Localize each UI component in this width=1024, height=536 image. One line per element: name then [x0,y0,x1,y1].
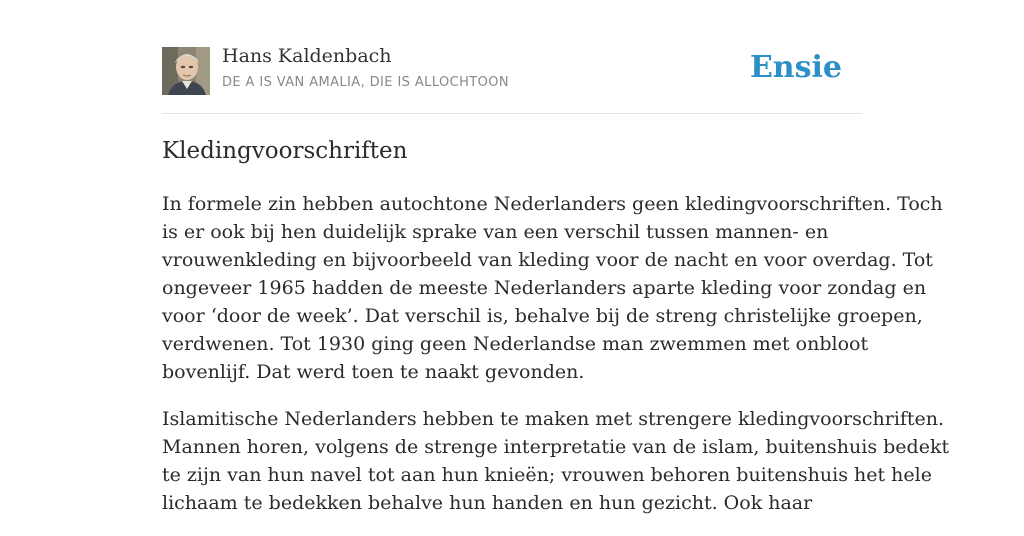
author-photo-icon [162,47,210,95]
article-header [162,0,862,114]
paragraph-line: vrouwenkleding en bijvoorbeeld van kleding voor de nacht en voor overdag. Tot [162,249,933,271]
article-title: Kledingvoorschriften [162,138,408,164]
paragraph-line: te zijn van hun navel tot aan hun knieën; vrouwen behoren buitenshuis het hele [162,464,932,486]
article-paragraph [162,405,950,517]
paragraph-line: ongeveer 1965 hadden de meeste Nederlanders aparte kleding voor zondag en [162,277,927,299]
author-name[interactable]: Hans Kaldenbach [222,45,392,67]
ensie-logo[interactable]: Ensie [749,50,842,85]
paragraph-line: lichaam te bedekken behalve hun handen en hun gezicht. Ook haar [162,492,813,514]
article-page [162,0,950,514]
paragraph-line: Mannen horen, volgens de strenge interpretatie van de islam, buitenshuis bedekt [162,436,950,458]
paragraph-line: In formele zin hebben autochtone Nederlanders geen kledingvoorschriften. Toch [162,193,943,215]
author-tagline: DE A IS VAN AMALIA, DIE IS ALLOCHTOON [222,75,509,90]
author-avatar[interactable] [162,47,210,95]
article-paragraph [162,190,943,386]
paragraph-line: voor ‘door de week’. Dat verschil is, behalve bij de streng christelijke groepen, [162,305,923,327]
paragraph-line: is er ook bij hen duidelijk sprake van een verschil tussen mannen- en [162,221,829,243]
article-body [162,190,950,536]
paragraph-line: bovenlijf. Dat werd toen te naakt gevonden. [162,361,585,383]
paragraph-line: Islamitische Nederlanders hebben te maken met strengere kledingvoorschriften. [162,408,945,430]
paragraph-line: verdwenen. Tot 1930 ging geen Nederlandse man zwemmen met onbloot [162,333,869,355]
